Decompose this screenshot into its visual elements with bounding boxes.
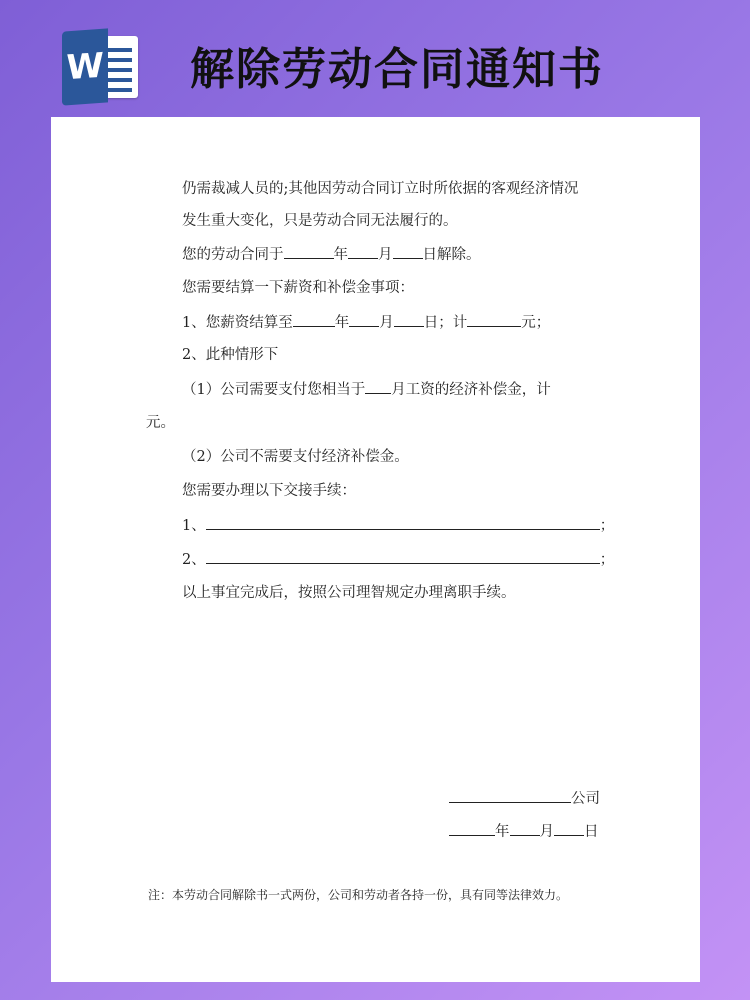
month-label: 月 xyxy=(378,247,393,263)
blank-year xyxy=(293,312,335,327)
paragraph-line-10: 您需要办理以下交接手续： xyxy=(182,483,356,499)
year-label: 年 xyxy=(495,824,510,840)
blank-year xyxy=(284,244,334,259)
compensation-prefix: （1）公司需要支付您相当于 xyxy=(182,382,366,398)
blank-day xyxy=(394,312,424,327)
salary-settlement-line xyxy=(182,312,550,333)
watermark-text: 公众号 · 模板阿伟 xyxy=(558,961,686,980)
item-number: 1、 xyxy=(182,518,206,534)
blank-day xyxy=(554,821,584,836)
day-total-label: 日；计 xyxy=(423,315,468,331)
footnote: 注：本劳动合同解除书一式两份，公司和劳动者各持一份，具有同等法律效力。 xyxy=(148,888,569,902)
blank-handover xyxy=(206,515,600,530)
item-end: ； xyxy=(599,518,615,534)
paragraph-line-4: 您需要结算一下薪资和补偿金事项： xyxy=(182,280,414,296)
blank-amount xyxy=(467,312,521,327)
termination-date-prefix: 您的劳动合同于 xyxy=(182,247,284,263)
blank-handover xyxy=(206,549,600,564)
termination-date-line xyxy=(182,244,481,265)
blank-month xyxy=(349,312,379,327)
signature-company xyxy=(449,788,600,809)
page-title: 解除劳动合同通知书 xyxy=(190,44,604,95)
paragraph-line-9: （2）公司不需要支付经济补偿金。 xyxy=(182,449,409,465)
month-label: 月 xyxy=(379,315,394,331)
paragraph-line-11: 以上事宜完成后，按照公司理智规定办理离职手续。 xyxy=(182,585,516,601)
document-page xyxy=(51,117,700,982)
blank-year xyxy=(449,821,495,836)
paragraph-line-8: 元。 xyxy=(146,415,175,431)
word-badge: W xyxy=(62,28,108,105)
watermark xyxy=(530,958,740,984)
blank-day xyxy=(393,244,423,259)
day-suffix: 日解除。 xyxy=(422,247,481,263)
month-label: 月 xyxy=(539,824,554,840)
blank-months xyxy=(365,379,391,394)
year-label: 年 xyxy=(334,315,350,331)
day-label: 日 xyxy=(584,824,599,840)
word-icon xyxy=(62,30,142,104)
item-number: 2、 xyxy=(182,552,206,568)
blank-month xyxy=(348,244,378,259)
company-label: 公司 xyxy=(571,791,600,807)
blank-company-name xyxy=(449,788,571,803)
blank-month xyxy=(510,821,540,836)
salary-prefix: 1、您薪资结算至 xyxy=(182,315,293,331)
paragraph-line-1: 仍需裁减人员的;其他因劳动合同订立时所依据的客观经济情况 xyxy=(182,181,579,197)
signature-date xyxy=(449,821,599,842)
item-end: ； xyxy=(599,552,615,568)
year-label: 年 xyxy=(333,247,348,263)
header-banner xyxy=(0,0,750,116)
wechat-icon xyxy=(530,961,552,979)
handover-item-1 xyxy=(182,515,614,536)
compensation-suffix: 月工资的经济补偿金，计 xyxy=(391,382,551,398)
compensation-line xyxy=(182,379,551,400)
paragraph-line-2: 发生重大变化，只是劳动合同无法履行的。 xyxy=(182,213,458,229)
yuan-suffix: 元； xyxy=(521,315,551,331)
paragraph-line-6: 2、此种情形下 xyxy=(182,347,279,363)
handover-item-2 xyxy=(182,549,614,570)
